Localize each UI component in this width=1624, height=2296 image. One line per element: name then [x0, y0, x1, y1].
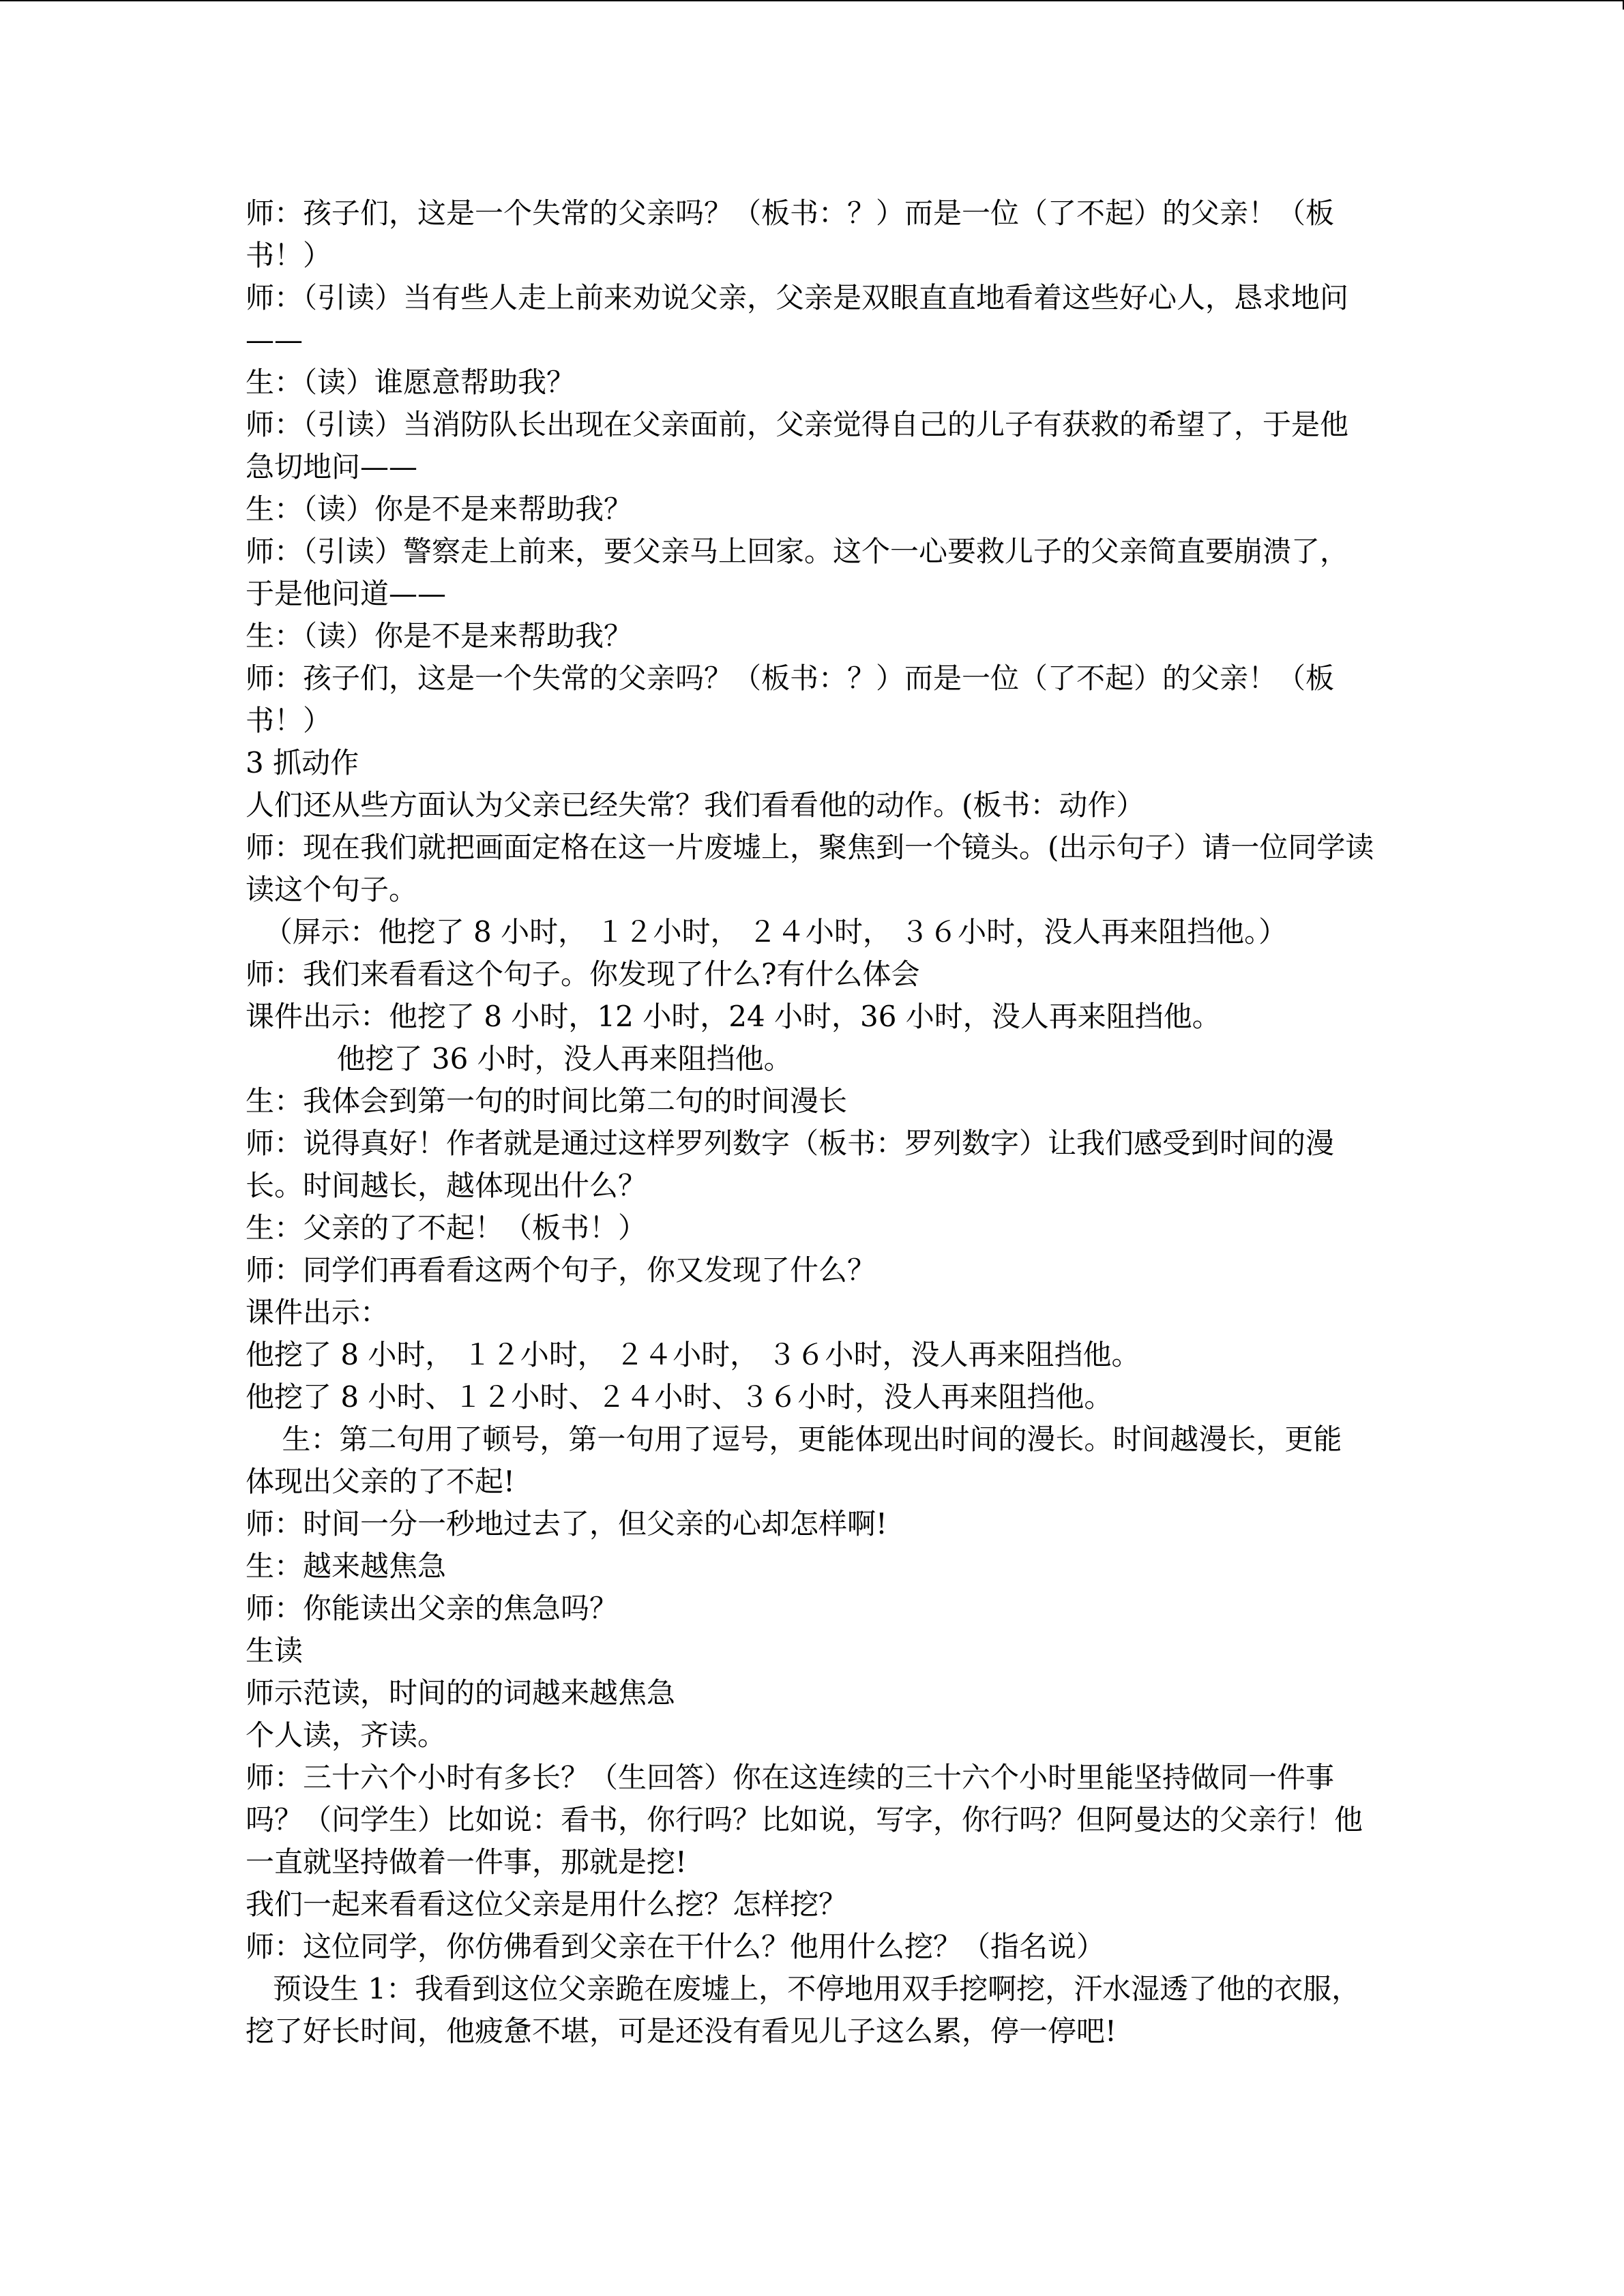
text-line: 体现出父亲的了不起!: [246, 1465, 515, 1498]
text-line: 于是他问道——: [246, 577, 447, 610]
text-line: 长。时间越长，越体现出什么？: [246, 1169, 647, 1202]
text-line: 挖了好长时间，他疲惫不堪，可是还没有看见儿子这么累，停一停吧!: [246, 2014, 1117, 2048]
text-line: 师：同学们再看看这两个句子，你又发现了什么？: [246, 1253, 876, 1287]
text-line: 个人读，齐读。: [246, 1718, 447, 1752]
text-line: 课件出示：他挖了 8 小时，12 小时，24 小时，36 小时，没人再来阻挡他。: [246, 1000, 1221, 1033]
text-line: 预设生 1：我看到这位父亲跪在废墟上，不停地用双手挖啊挖，汗水湿透了他的衣服，: [246, 1972, 1361, 2006]
text-line: 吗？（问学生）比如说：看书，你行吗？比如说，写字，你行吗？但阿曼达的父亲行！他: [246, 1803, 1363, 1836]
text-line: 师：我们来看看这个句子。你发现了什么?有什么体会: [246, 957, 920, 991]
text-line: 生：（读）你是不是来帮助我？: [246, 619, 633, 653]
text-line: 急切地问——: [246, 450, 418, 483]
text-line: 一直就坚持做着一件事，那就是挖!: [246, 1845, 687, 1879]
text-line: 生：越来越焦急: [246, 1549, 447, 1583]
text-line: 师：（引读）警察走上前来，要父亲马上回家。这个一心要救儿子的父亲简直要崩溃了，: [246, 535, 1349, 568]
text-line: 师：时间一分一秒地过去了，但父亲的心却怎样啊!: [246, 1507, 887, 1540]
text-line: 他挖了 8 小时、１２小时、２４小时、３６小时，没人再来阻挡他。: [246, 1380, 1113, 1414]
text-line: 师：（引读）当消防队长出现在父亲面前，父亲觉得自己的儿子有获救的希望了，于是他: [246, 408, 1349, 441]
text-line: 生：第二句用了顿号，第一句用了逗号，更能体现出时间的漫长。时间越漫长，更能: [246, 1422, 1342, 1456]
text-line: 生：（读）你是不是来帮助我？: [246, 492, 633, 526]
text-line: 师：说得真好！作者就是通过这样罗列数字（板书：罗列数字）让我们感受到时间的漫: [246, 1127, 1335, 1160]
text-line: 师：孩子们，这是一个失常的父亲吗？（板书：？）而是一位（了不起）的父亲！（板: [246, 196, 1335, 230]
text-line: 书！）: [246, 704, 332, 737]
document-body: [246, 192, 1378, 2053]
text-line: 我们一起来看看这位父亲是用什么挖？怎样挖？: [246, 1888, 848, 1921]
text-line: 师：三十六个小时有多长？（生回答）你在这连续的三十六个小时里能坚持做同一件事: [246, 1761, 1335, 1794]
text-line: 师：这位同学，你仿佛看到父亲在干什么？他用什么挖？（指名说）: [246, 1930, 1106, 1963]
text-line: 师：你能读出父亲的焦急吗？: [246, 1592, 619, 1625]
section-heading: 3 抓动作: [246, 746, 359, 779]
text-line: 生读: [246, 1634, 304, 1667]
text-line: 师：孩子们，这是一个失常的父亲吗？（板书：？）而是一位（了不起）的父亲！（板: [246, 661, 1335, 695]
text-line: 书！）: [246, 239, 332, 272]
text-line: （屏示：他挖了 8 小时， １２小时， ２４小时， ３６小时，没人再来阻挡他。）: [246, 915, 1288, 949]
text-line: 人们还从些方面认为父亲已经失常？我们看看他的动作。(板书：动作）: [246, 788, 1145, 822]
text-line: 他挖了 8 小时， １２小时， ２４小时， ３６小时，没人再来阻挡他。: [246, 1338, 1140, 1371]
text-line: 师示范读，时间的的词越来越焦急: [246, 1676, 676, 1710]
text-line: 生：（读）谁愿意帮助我？: [246, 366, 576, 399]
page-top-border: [0, 0, 1624, 1]
text-line: 他挖了 36 小时，没人再来阻挡他。: [246, 1042, 793, 1075]
text-line: 师：现在我们就把画面定格在这一片废墟上，聚焦到一个镜头。(出示句子）请一位同学读: [246, 831, 1374, 864]
text-line: 生：我体会到第一句的时间比第二句的时间漫长: [246, 1084, 848, 1118]
text-line: 生：父亲的了不起！（板书！）: [246, 1211, 647, 1244]
text-line: 课件出示：: [246, 1296, 389, 1329]
text-line: 读这个句子。: [246, 873, 418, 906]
text-line: 师：（引读）当有些人走上前来劝说父亲，父亲是双眼直直地看着这些好心人，恳求地问: [246, 281, 1349, 314]
text-line: ——: [246, 323, 303, 357]
